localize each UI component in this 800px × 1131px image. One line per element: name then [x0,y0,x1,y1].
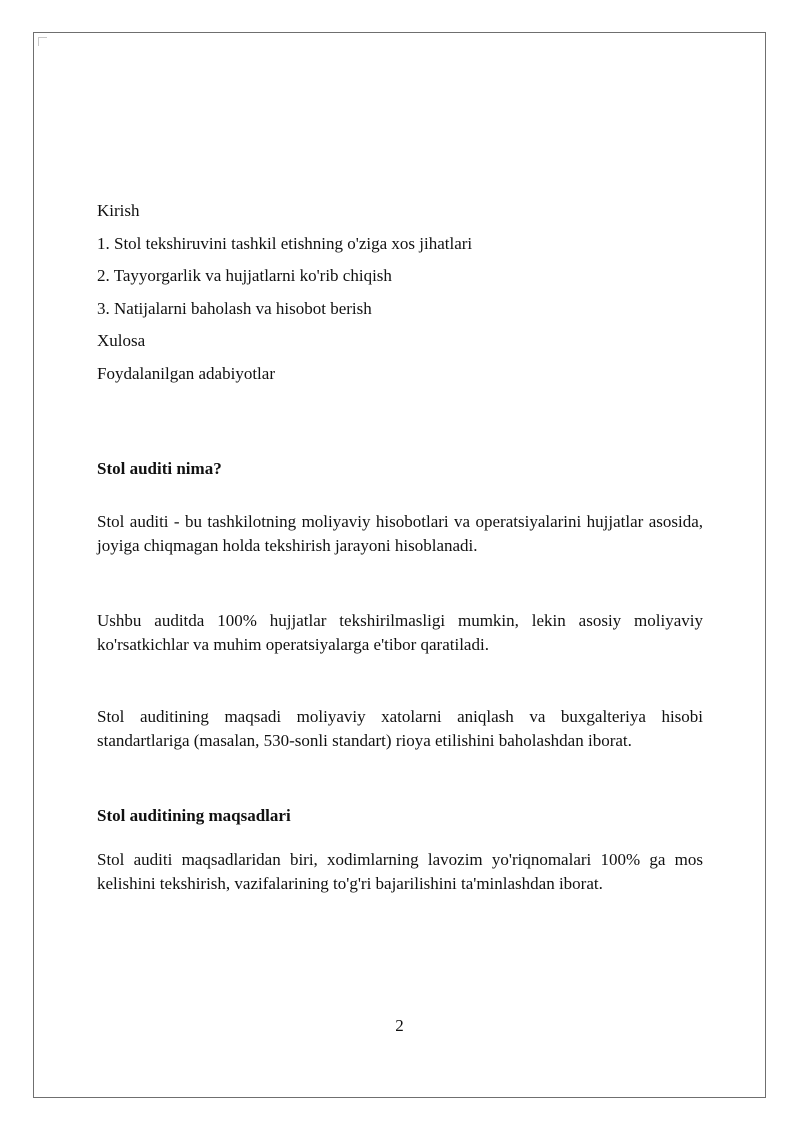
document-page [33,32,766,1098]
page-corner-mark [38,37,47,46]
paragraph: Stol auditining maqsadi moliyaviy xatolarni aniqlash va buxgalteriya hisobi standartlariga (masalan, 530-sonli standart) rioya etilishini baholashdan iborat. [97,707,703,750]
page-number: 2 [395,1016,404,1035]
toc-item: Xulosa [97,331,146,350]
paragraph: Stol auditi - bu tashkilotning moliyaviy hisobotlari va operatsiyalarini hujjatlar asosida, joyiga chiqmagan holda tekshirish jarayoni hisoblanadi. [97,512,703,555]
toc-item: 3. Natijalarni baholash va hisobot berish [97,298,372,318]
section-heading: Stol auditi nima? [97,459,222,478]
table-of-contents [97,200,717,395]
paragraph: Stol auditi maqsadlaridan biri, xodimlarning lavozim yo'riqnomalari 100% ga mos kelishini tekshirish, vazifalarining to'g'ri bajarilishini ta'minlashdan iborat. [97,850,703,893]
section-heading: Stol auditining maqsadlari [97,806,291,825]
toc-item: Kirish [97,201,140,220]
toc-item: Foydalanilgan adabiyotlar [97,363,275,383]
paragraph: Ushbu auditda 100% hujjatlar tekshirilmasligi mumkin, lekin asosiy moliyaviy ko'rsatkichlar va muhim operatsiyalarga e'tibor qaratiladi. [97,611,703,654]
toc-item: 2. Tayyorgarlik va hujjatlarni ko'rib chiqish [97,266,392,285]
toc-item: 1. Stol tekshiruvini tashkil etishning o'ziga xos jihatlari [97,233,473,253]
